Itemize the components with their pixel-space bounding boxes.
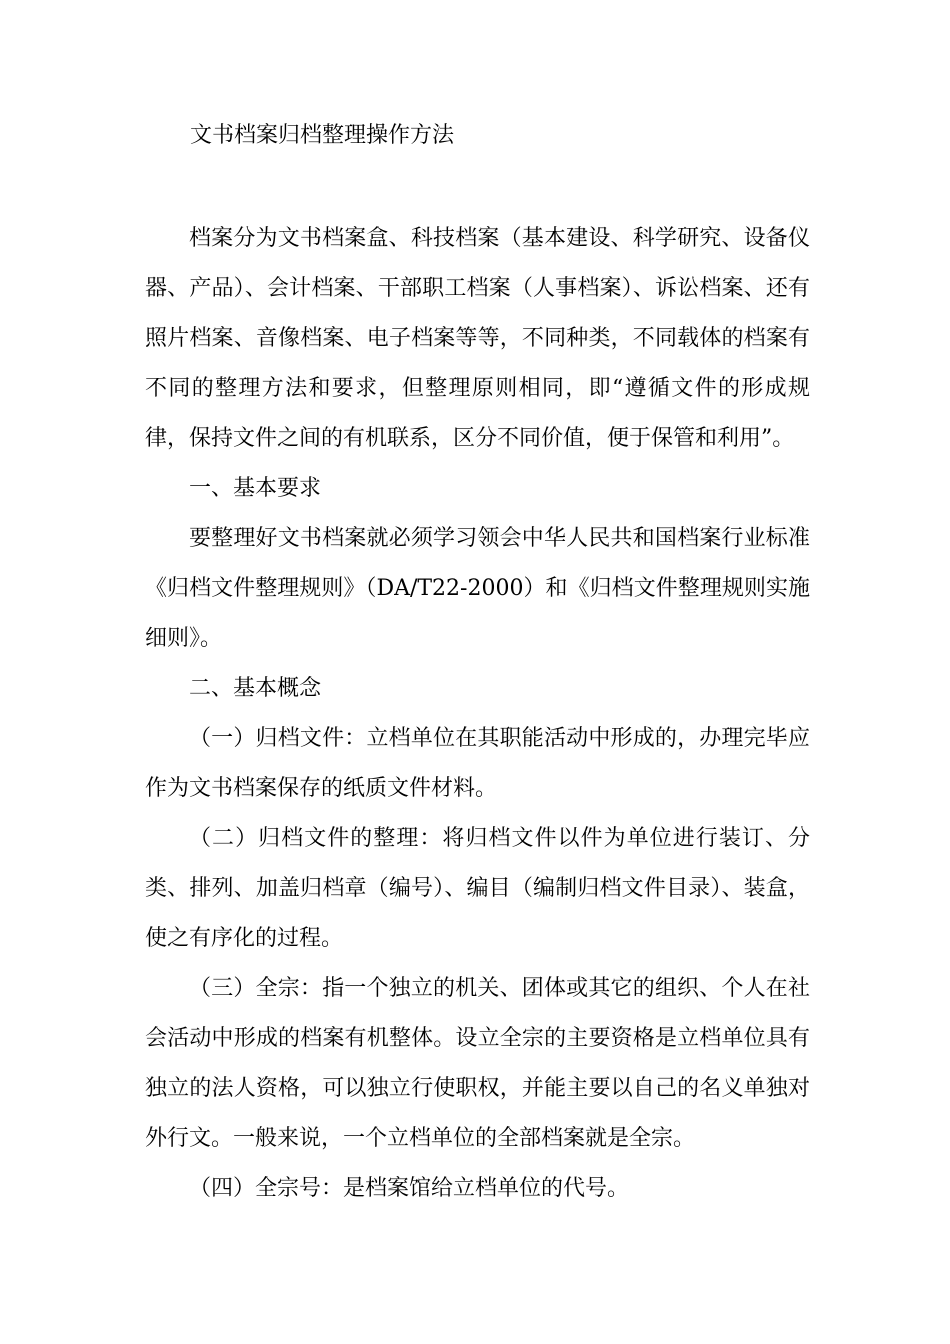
concept-item-archived-file: （一）归档文件：立档单位在其职能活动中形成的，办理完毕应作为文书档案保存的纸质文件材料。 (145, 726, 810, 801)
concept-item-fonds-number: （四）全宗号：是档案馆给立档单位的代号。 (189, 1176, 630, 1201)
intro-paragraph: 档案分为文书档案盒、科技档案（基本建设、科学研究、设备仪器、产品）、会计档案、干部职工档案（人事档案）、诉讼档案、还有照片档案、音像档案、电子档案等等，不同种类，不同载体的档案有不同的整理方法和要求，但整理原则相同，即“遵循文件的形成规律，保持文件之间的有机联系，区分不同价值，便于保管和利用”。 (145, 226, 810, 451)
section-heading-basic-concepts: 二、基本概念 (189, 676, 322, 701)
concept-item-file-arrangement: （二）归档文件的整理：将归档文件以件为单位进行装订、分类、排列、加盖归档章（编号）、编目（编制归档文件目录）、装盒，使之有序化的过程。 (145, 826, 810, 951)
document-title: 文书档案归档整理操作方法 (190, 123, 455, 148)
basic-requirements-paragraph: 要整理好文书档案就必须学习领会中华人民共和国档案行业标准《归档文件整理规则》（DA/T22-2000）和《归档文件整理规则实施细则》。 (145, 526, 810, 651)
concept-item-fonds: （三）全宗：指一个独立的机关、团体或其它的组织、个人在社会活动中形成的档案有机整体。设立全宗的主要资格是立档单位具有独立的法人资格，可以独立行使职权，并能主要以自己的名义单独对外行文。一般来说，一个立档单位的全部档案就是全宗。 (145, 976, 810, 1151)
document-body (145, 214, 810, 1214)
section-heading-basic-requirements: 一、基本要求 (189, 476, 322, 501)
